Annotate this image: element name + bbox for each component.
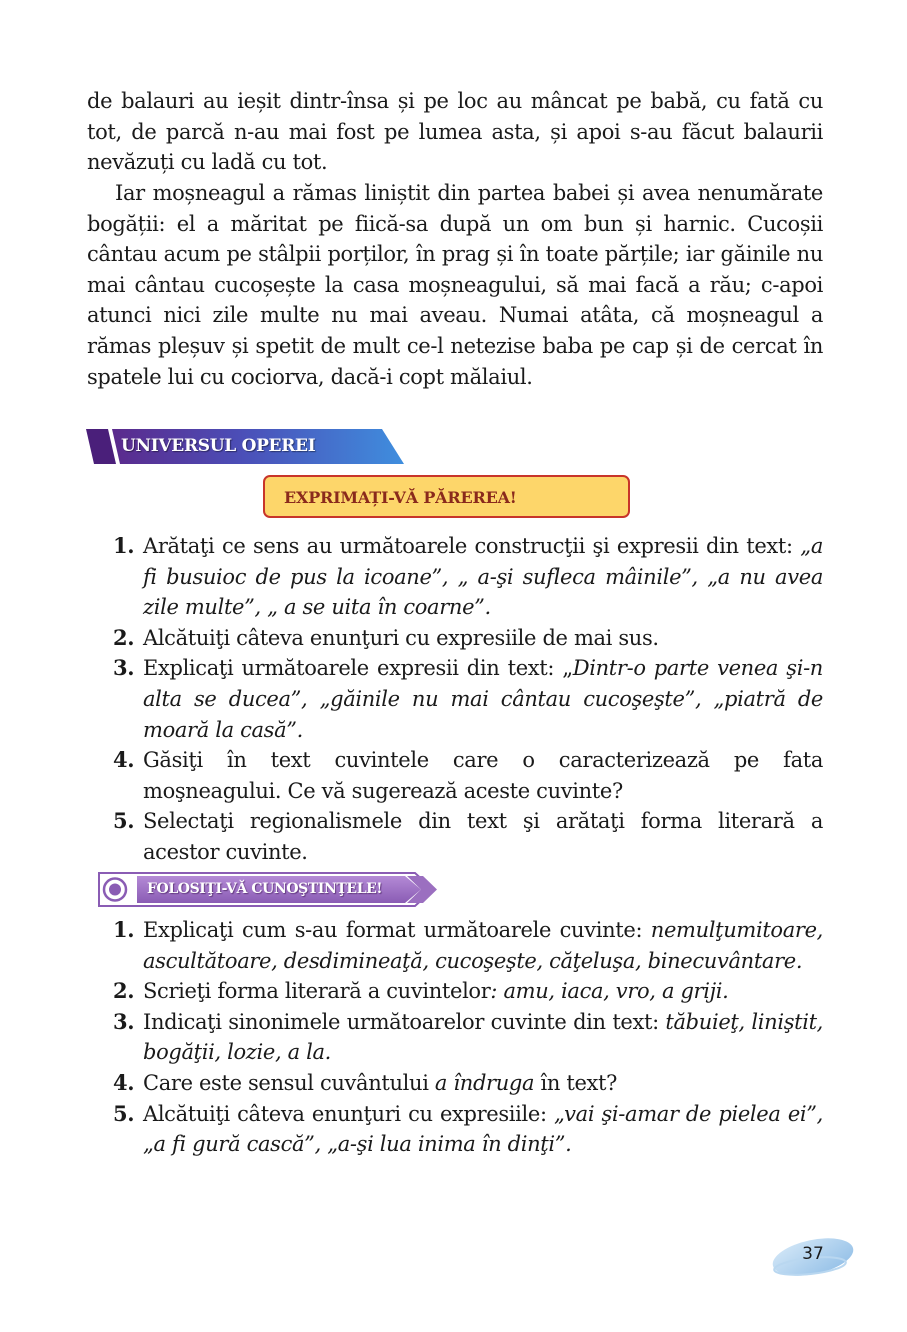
question-text: Scrieţi forma literară a cuvintelor: amu, iaca, vro, a griji.	[143, 979, 729, 1004]
question-list-1	[113, 531, 823, 868]
story-paragraph-1: de balauri au ieșit dintr-însa și pe loc au mâncat pe babă, cu fată cu tot, de parcă n-au mai fost pe lumea asta, și apoi s-au făcut balaurii nevăzuți cu ladă cu tot.	[87, 89, 823, 175]
question-number: 1.	[113, 917, 135, 942]
question-number: 3.	[113, 1008, 135, 1034]
question-number: 5.	[113, 1100, 135, 1126]
question-number: 3.	[113, 655, 135, 681]
callout-exprimati-va-parerea	[263, 475, 630, 518]
list-item	[113, 1099, 823, 1160]
list-item	[113, 806, 823, 867]
question-text: Alcătuiţi câteva enunţuri cu expresiile de mai sus.	[143, 625, 659, 650]
list-item	[113, 976, 823, 1007]
question-text: Alcătuiţi câteva enunţuri cu expresiile: „vai şi-amar de pielea ei”, „a fi gură cască”, „a-şi lua inima în dinţi”.	[143, 1101, 823, 1157]
section-banner-universul-operei	[86, 429, 404, 464]
question-text: Explicaţi cum s-au format următoarele cuvinte: nemulţumitoare, ascultătoare, desdimineaţă, cucoşeşte, căţeluşa, binecuvântare.	[143, 918, 823, 973]
list-item	[113, 1007, 823, 1068]
list-item	[113, 745, 823, 806]
list-item	[113, 915, 823, 976]
section-banner-folositi-va-cunostintele	[97, 871, 439, 908]
question-text: Găsiţi în text cuvintele care o caracterizează pe fata moşneagului. Ce vă sugerează aceste cuvinte?	[143, 748, 823, 803]
story-paragraph-2: Iar moșneagul a rămas liniștit din partea babei și avea nenumărate bogății: el a măritat pe fiică-sa după un om bun și harnic. Cucoșii cântau acum pe stâlpii porților, în prag și în toate părțile; iar găinile nu mai cântau cucoșește la casa moșneagului, să mai facă a rău; c-apoi atunci nici zile multe nu mai aveau. Numai atâta, că moșneagul a rămas pleșuv și spetit de mult ce-l netezise baba pe cap și de cercat în spatele lui cu cociorva, dacă-i copt mălaiul.	[87, 181, 823, 389]
question-number: 2.	[113, 624, 135, 650]
page-number: 37	[802, 1244, 824, 1264]
list-item	[113, 531, 823, 623]
question-text: Selectaţi regionalismele din text şi arătaţi forma literară a acestor cuvinte.	[143, 809, 823, 864]
page-number-badge	[770, 1236, 856, 1282]
question-text: Care este sensul cuvântului a îndruga în text?	[143, 1070, 618, 1095]
list-item	[113, 623, 823, 654]
question-number: 4.	[113, 747, 135, 773]
list-item	[113, 653, 823, 745]
callout-label: EXPRIMAȚI-VĂ PĂREREA!	[284, 488, 517, 507]
question-list-2	[113, 915, 823, 1160]
banner-label: UNIVERSUL OPEREI	[121, 436, 316, 456]
question-text: Arătaţi ce sens au următoarele construcţii şi expresii din text: „a fi busuioc de pus la icoane”, „ a-şi sufleca mâinile”, „a nu avea zile multe”, „ a se uita în coarne”.	[143, 534, 823, 620]
question-text: Indicaţi sinonimele următoarelor cuvinte din text: tăbuieţ, liniştit, bogăţii, lozie, a la.	[143, 1009, 823, 1065]
question-text: Explicaţi următoarele expresii din text: „Dintr-o parte venea şi-n alta se ducea”, „găinile nu mai cântau cucoşeşte”, „piatră de moară la casă”.	[143, 656, 823, 742]
list-item	[113, 1068, 823, 1099]
question-number: 4.	[113, 1069, 135, 1095]
question-number: 1.	[113, 533, 135, 558]
banner-label: FOLOSIŢI-VĂ CUNOŞTINŢELE!	[147, 881, 383, 897]
question-number: 5.	[113, 808, 135, 834]
question-number: 2.	[113, 978, 135, 1004]
